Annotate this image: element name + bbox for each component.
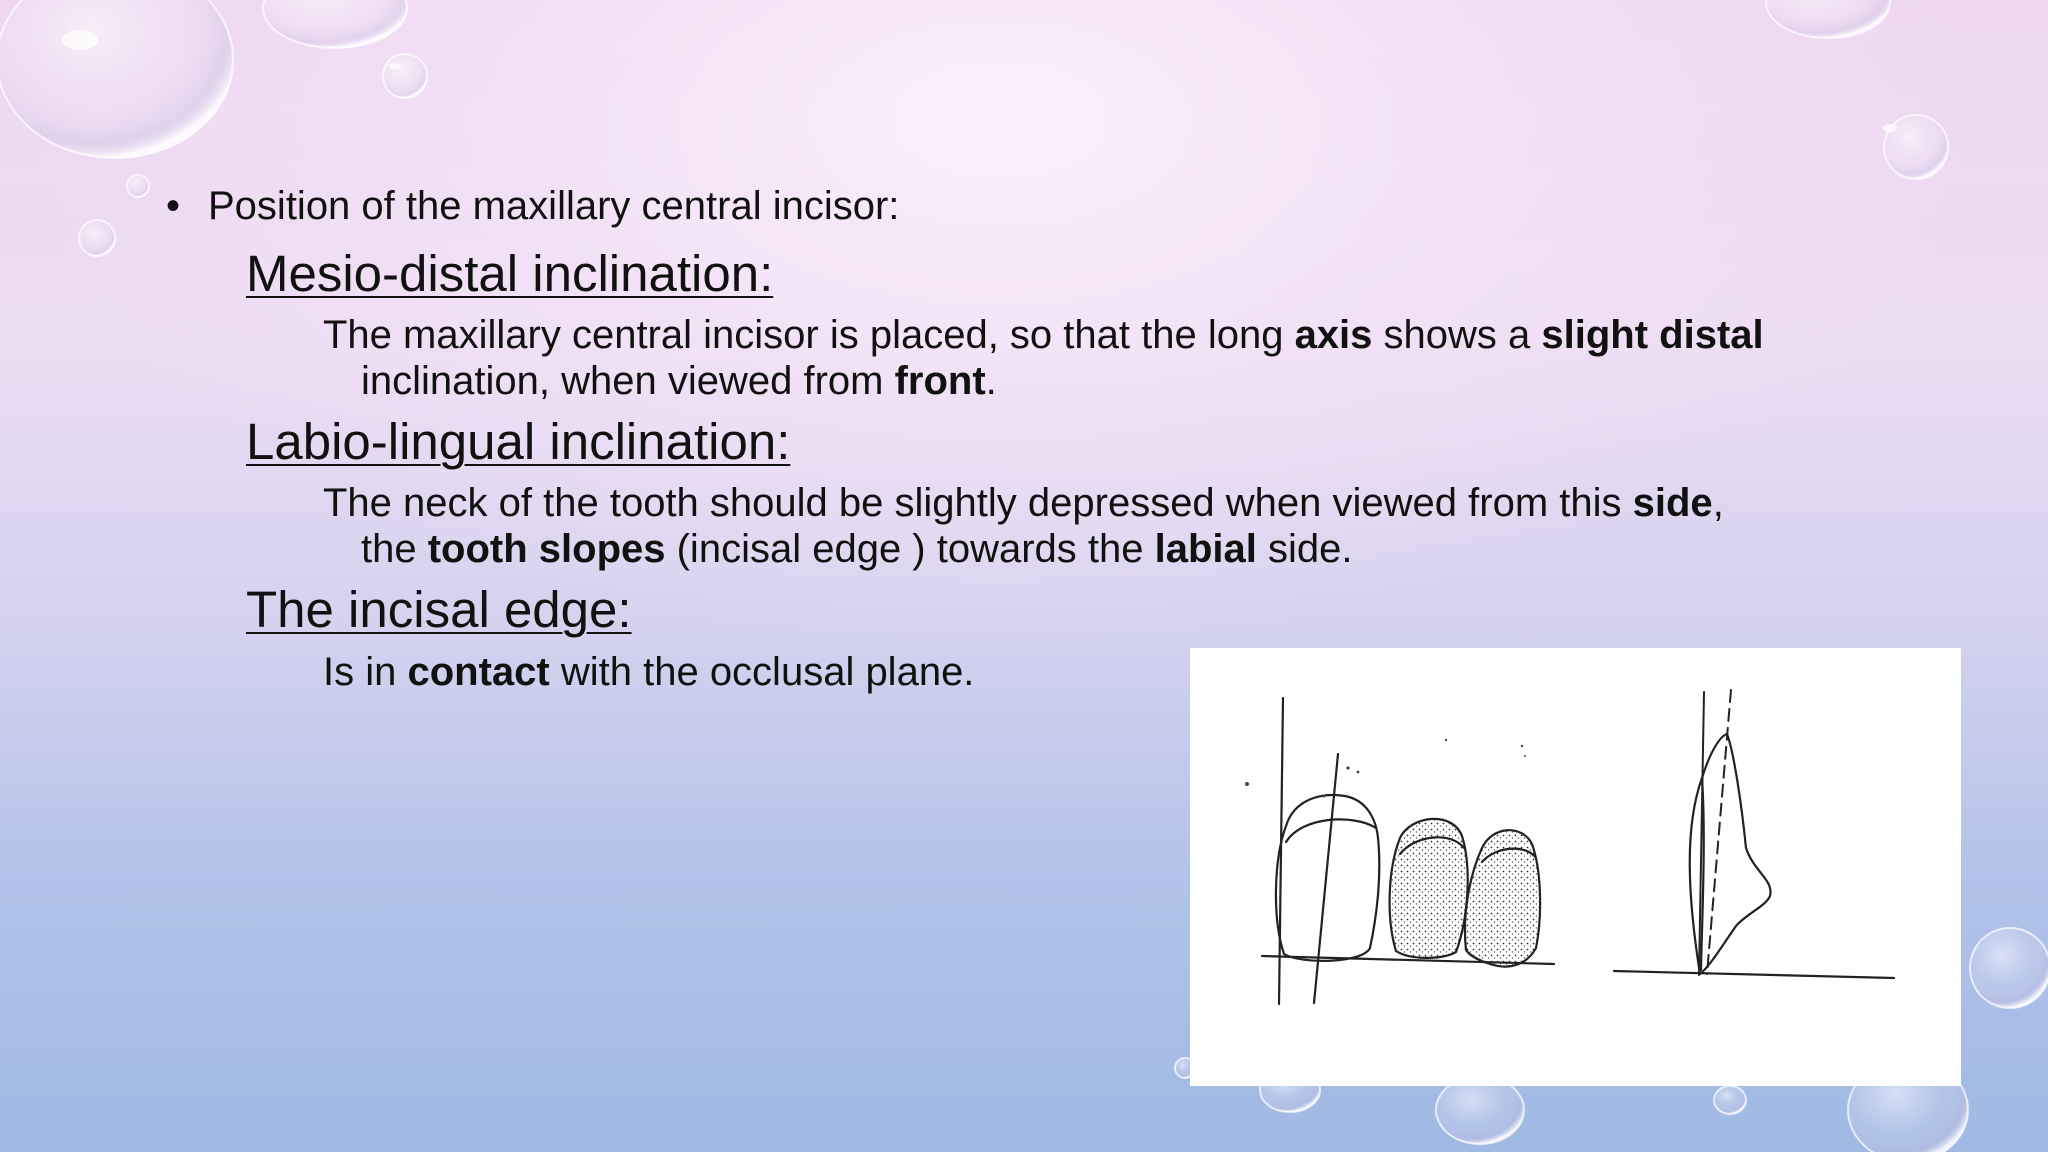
paragraph-line: The neck of the tooth should be slightly depressed when viewed from this side, xyxy=(323,481,1724,525)
paragraph-line: The maxillary central incisor is placed, so that the long axis shows a slight distal xyxy=(323,313,1764,357)
heading-labio-lingual: Labio-lingual inclination: xyxy=(246,413,791,470)
heading-mesio-distal: Mesio-distal inclination: xyxy=(246,245,774,302)
bullet-text: Position of the maxillary central incisor: xyxy=(208,184,900,228)
bullet-marker: • xyxy=(166,184,181,228)
tooth-inclination-diagram-icon xyxy=(1190,648,1961,1086)
paragraph-line: inclination, when viewed from front. xyxy=(361,359,997,403)
paragraph-mesio-distal xyxy=(323,312,1903,404)
paragraph-labio-lingual xyxy=(323,480,1903,572)
paragraph-line: Is in contact with the occlusal plane. xyxy=(323,650,975,694)
tooth-inclination-diagram xyxy=(1190,648,1961,1086)
paragraph-line: the tooth slopes (incisal edge ) towards the labial side. xyxy=(361,527,1353,571)
heading-incisal-edge: The incisal edge: xyxy=(246,581,632,638)
